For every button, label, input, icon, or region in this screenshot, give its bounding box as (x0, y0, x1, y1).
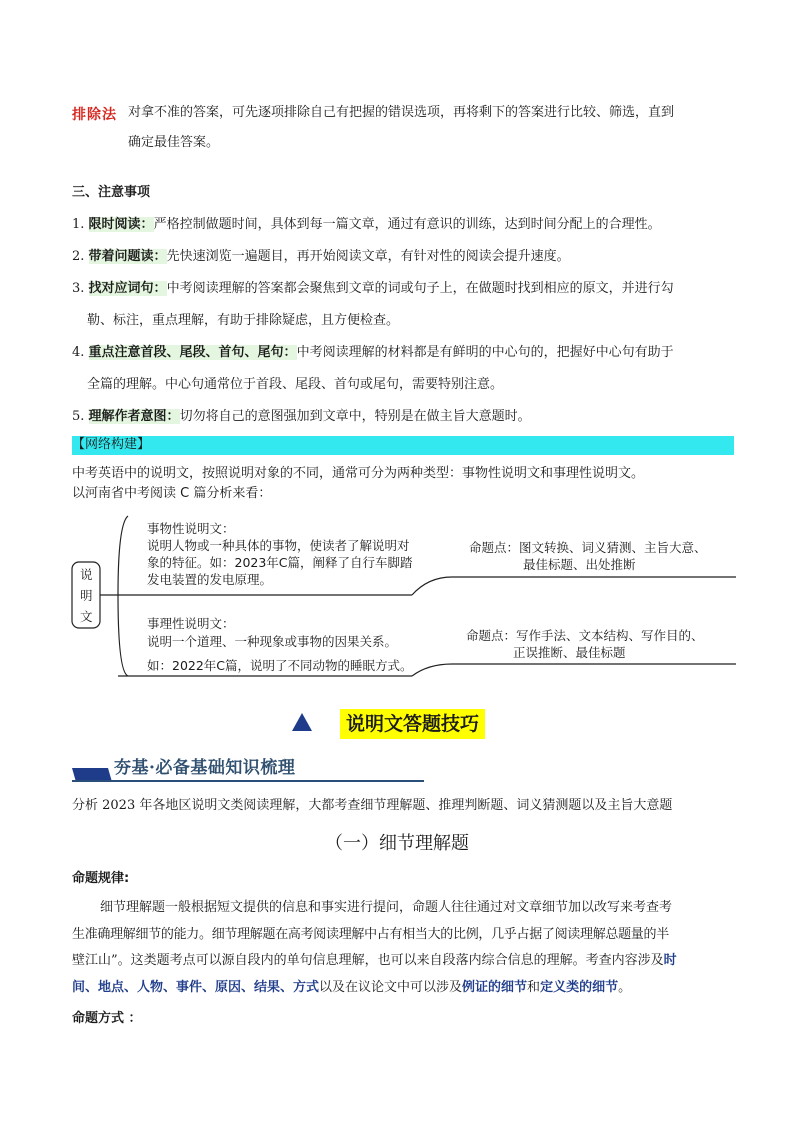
notes-heading: 三、注意事项 (72, 185, 151, 200)
note-label: 带着问题读： (88, 249, 167, 264)
elimination-line2: 确定最佳答案。 (128, 135, 220, 150)
root-char: 明 (80, 588, 93, 603)
rule-para-4-highlight: 间、地点、人物、事件、原因、结果、方式 (72, 980, 320, 995)
branch-lower (118, 595, 128, 676)
elimination-line1: 对拿不准的答案，可先逐项排除自己有把握的错误选项，再将剩下的答案进行比较、筛选，直到 (128, 105, 675, 120)
part-title: （一）细节理解题 (325, 833, 469, 854)
rule-para-3-text: 壁江山”。这类题考点可以源自段内的单句信息理解，也可以来自段落内综合信息的理解。考查内容涉及 (72, 953, 664, 968)
thing-node (147, 520, 413, 588)
root-char: 说 (80, 567, 93, 582)
note-num: 4. (72, 345, 85, 360)
note-num: 5. (72, 409, 85, 424)
thing-line: 说明人物或一种具体的事物，使读者了解说明对 (147, 538, 410, 553)
logic-points (466, 627, 704, 661)
thing-line: 象的特征。如：2023年C篇，阐释了自行车脚踏 (147, 555, 413, 570)
elimination-label: 排除法 (72, 107, 117, 123)
note-label: 找对应词句： (88, 281, 167, 296)
note-label: 理解作者意图： (88, 409, 180, 424)
root-char: 文 (80, 609, 93, 624)
analysis-line: 分析 2023 年各地区说明文类阅读理解，大都考查细节理解题、推理判断题、词义猜测题以及主旨大意题 (72, 798, 673, 813)
rule-para-1: 细节理解题一般根据短文提供的信息和事实进行提问，命题人往往通过对文章细节加以改写来考查考 (100, 900, 673, 915)
logic-node (147, 615, 413, 675)
note-text: 中考阅读理解的答案都会聚焦到文章的词或句子上，在做题时找到相应的原文，并进行勾 (166, 281, 674, 296)
rule-label: 命题规律: (72, 871, 130, 886)
note-text: 中考阅读理解的材料都是有鲜明的中心句的，把握好中心句有助于 (296, 345, 674, 360)
method-label: 命题方式 ： (72, 1011, 142, 1026)
logic-title: 事理性说明文： (147, 616, 235, 631)
thing-points-connector (412, 577, 736, 595)
note-text: 先快速浏览一遍题目，再开始阅读文章，有针对性的阅读会提升速度。 (166, 249, 570, 264)
thing-title: 事物性说明文： (147, 521, 235, 536)
rule-para-4-end: 。 (618, 980, 632, 995)
logic-points-connector (412, 664, 736, 676)
note-num: 3. (72, 281, 85, 296)
network-intro-2: 以河南省中考阅读 C 篇分析来看： (72, 486, 272, 501)
rule-para-4-highlight-3: 定义类的细节 (540, 980, 619, 995)
note-num: 2. (72, 249, 85, 264)
rule-para-4-and: 和 (527, 980, 541, 995)
triangle-icon (290, 711, 314, 733)
thing-points-line: 最佳标题、出处推断 (523, 557, 636, 572)
rule-para-3-highlight: 时 (663, 953, 677, 968)
network-intro-1: 中考英语中的说明文，按照说明对象的不同，通常可分为两种类型：事物性说明文和事理性说明文。 (72, 466, 645, 481)
logic-points-line: 正误推断、最佳标题 (513, 645, 626, 660)
note-label: 限时阅读： (88, 217, 154, 232)
rule-para-4 (72, 979, 631, 997)
logic-points-line: 命题点：写作手法、文本结构、写作目的、 (466, 628, 704, 643)
logic-line: 说明一个道理、一种现象或事物的因果关系。 (147, 634, 398, 649)
thing-points-line: 命题点：图文转换、词义猜测、主旨大意、 (469, 540, 707, 555)
rule-para-4-highlight-2: 例证的细节 (462, 980, 528, 995)
note-item-4-cont: 全篇的理解。中心句通常位于首段、尾段、首句或尾句，需要特别注意。 (87, 377, 504, 392)
note-text: 严格控制做题时间，具体到每一篇文章，通过有意识的训练，达到时间分配上的合理性。 (153, 217, 661, 232)
section-title: 说明文答题技巧 (340, 709, 485, 739)
thing-line: 发电装置的发电原理。 (147, 572, 273, 587)
thing-points (469, 539, 707, 573)
note-text: 切勿将自己的意图强加到文章中，特别是在做主旨大意题时。 (179, 409, 531, 424)
logic-line: 如：2022年C篇，说明了不同动物的睡眠方式。 (147, 658, 413, 673)
branch-upper (118, 516, 128, 595)
subhead-title: 夯基·必备基础知识梳理 (114, 758, 296, 778)
note-num: 1. (72, 217, 85, 232)
network-bar-label: 【网络构建】 (72, 437, 151, 452)
root-label (80, 564, 93, 627)
rule-para-3 (72, 952, 677, 970)
note-item-3-cont: 勒、标注，重点理解，有助于排除疑虑，且方便检查。 (87, 313, 400, 328)
rule-para-2: 生准确理解细节的能力。细节理解题在高考阅读理解中占有相当大的比例，几乎占据了阅读理解总题量的半 (72, 927, 669, 942)
rule-para-4-text: 以及在议论文中可以涉及 (319, 980, 463, 995)
note-label: 重点注意首段、尾段、首句、尾句： (88, 345, 297, 360)
